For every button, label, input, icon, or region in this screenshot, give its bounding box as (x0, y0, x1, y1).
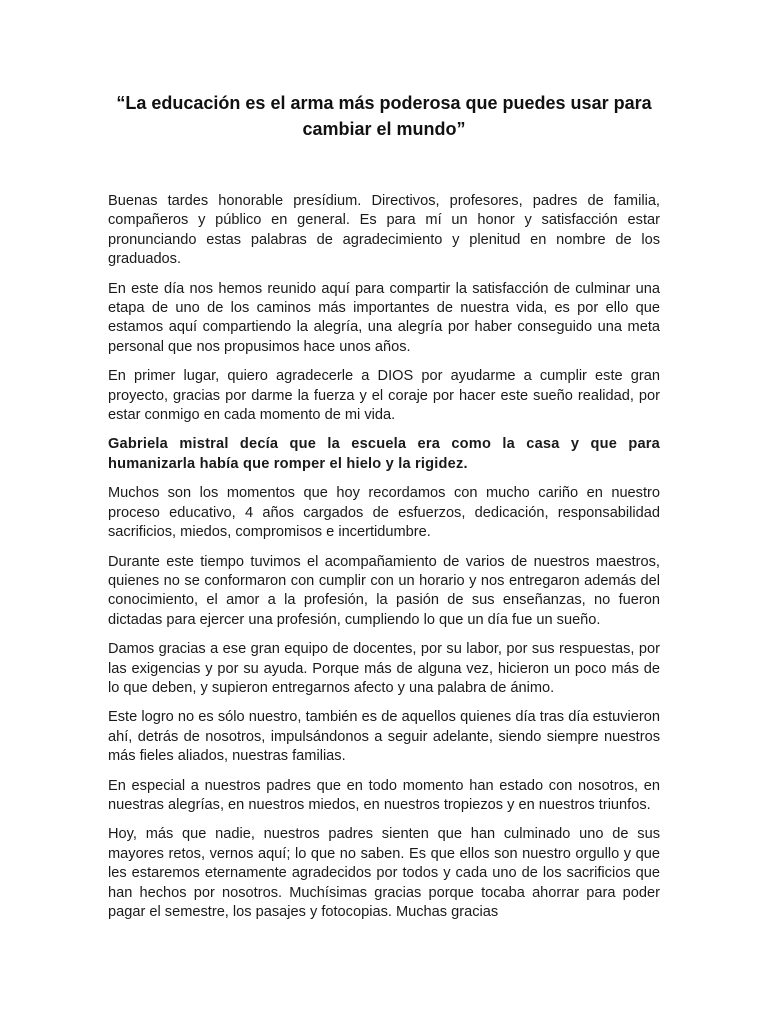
paragraph-greeting: Buenas tardes honorable presídium. Directivos, profesores, padres de familia, compañeros y público en general. Es para mí un honor y satisfacción estar pronunciando estas palabras de agradecimiento y plenitud en nombre de los graduados. (108, 193, 660, 268)
paragraph-memories: Muchos son los momentos que hoy recordamos con mucho cariño en nuestro proceso educativo, 4 años cargados de esfuerzos, dedicación, responsabilidad sacrificios, miedos, compromisos e incertidumbre. (108, 485, 660, 541)
paragraph-thanks-teachers: Damos gracias a ese gran equipo de docentes, por su labor, por sus respuestas, por las exigencias y por su ayuda. Porque más de alguna vez, hicieron un poco más de lo que deben, y supieron entregarnos afecto y una palabra de ánimo. (108, 641, 660, 696)
document-title: “La educación es el arma más poderosa que puedes usar para cambiar el mundo” (116, 93, 652, 139)
document-page (108, 90, 660, 932)
paragraph-quote-mistral: Gabriela mistral decía que la escuela era como la casa y que para humanizarla había que romper el hielo y la rigidez. (108, 436, 660, 472)
paragraph-parents: En especial a nuestros padres que en todo momento han estado con nosotros, en nuestras alegrías, en nuestros miedos, en nuestros tropiezos y en nuestros triunfos. (108, 777, 660, 813)
paragraph-gathering: En este día nos hemos reunido aquí para compartir la satisfacción de culminar una etapa de uno de los caminos más importantes de nuestra vida, es por ello que estamos aquí compartiendo la alegría, una alegría por haber conseguido una meta personal que nos propusimos hace unos años. (108, 280, 660, 355)
paragraph-thanks-god: En primer lugar, quiero agradecerle a DIOS por ayudarme a cumplir este gran proyecto, gracias por darme la fuerza y el coraje por hacer este sueño realidad, por estar conmigo en cada momento de mi vida. (108, 368, 660, 424)
paragraph-parents-gratitude: Hoy, más que nadie, nuestros padres sienten que han culminado uno de sus mayores retos, vernos aquí; lo que no saben. Es que ellos son nuestro orgullo y que les estaremos eternamente agradecidos por todos y cada uno de los sacrificios que han hechos por nosotros. Muchísimas gracias porque tocaba ahorrar para poder pagar el semestre, los pasajes y fotocopias. Muchas gracias (108, 826, 660, 920)
paragraph-teachers: Durante este tiempo tuvimos el acompañamiento de varios de nuestros maestros, quienes no se conformaron con cumplir con un horario y nos entregaron además del conocimiento, el amor a la profesión, la pasión de sus enseñanzas, no fueron dictadas para ejercer una profesión, cumpliendo lo que un día fue un sueño. (108, 553, 660, 628)
paragraph-families: Este logro no es sólo nuestro, también es de aquellos quienes día tras día estuvieron ahí, detrás de nosotros, impulsándonos a seguir adelante, siendo siempre nuestros más fieles aliados, nuestras familias. (108, 709, 660, 765)
